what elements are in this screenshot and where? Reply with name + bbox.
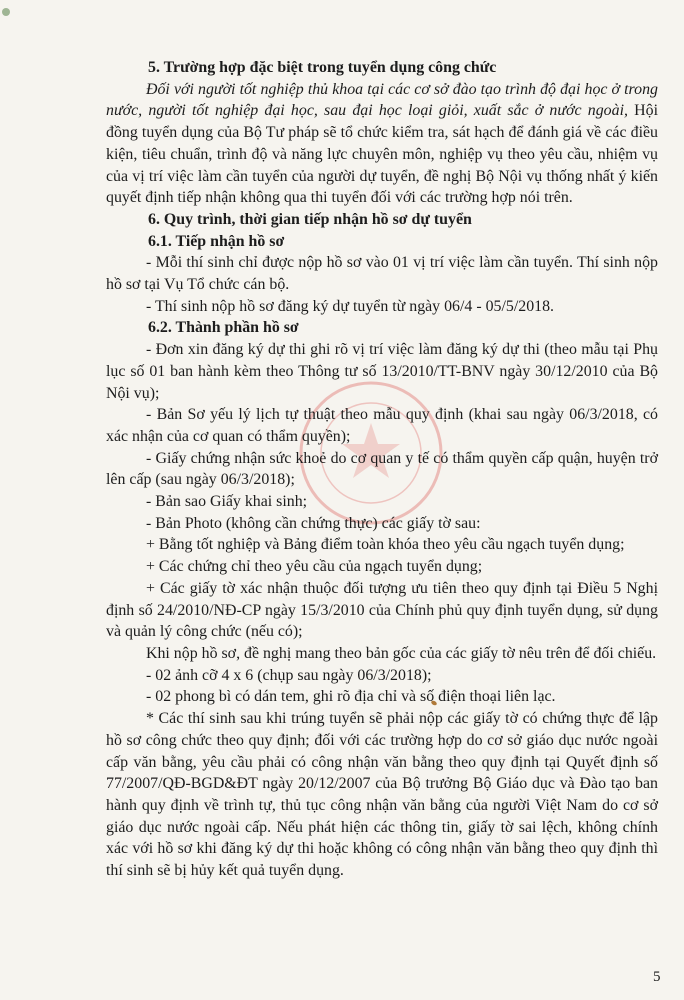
list-item: - Mỗi thí sinh chỉ được nộp hồ sơ vào 01 vị trí việc làm cần tuyển. Thí sinh nộp hồ sơ tại Vụ Tổ chức cán bộ. <box>106 254 658 294</box>
list-item: - Giấy chứng nhận sức khoẻ do cơ quan y tế có thẩm quyền cấp quận, huyện trở lên cấp (sau ngày 06/3/2018); <box>106 449 658 489</box>
list-item: + Các chứng chỉ theo yêu cầu của ngạch tuyển dụng; <box>146 558 483 576</box>
list-item: - Bản Photo (không cần chứng thực) các giấy tờ sau: <box>146 514 481 532</box>
list-item: - Thí sinh nộp hồ sơ đăng ký dự tuyển từ ngày 06/4 - 05/5/2018. <box>146 297 555 315</box>
document-page <box>106 57 658 882</box>
page-number: 5 <box>653 969 661 985</box>
section-5-heading: 5. Trường hợp đặc biệt trong tuyển dụng công chức <box>148 59 497 76</box>
section-6-1-heading: 6.1. Tiếp nhận hồ sơ <box>148 232 285 250</box>
list-item: + Các giấy tờ xác nhận thuộc đối tượng ưu tiên theo quy định tại Điều 5 Nghị định số 24/2010/NĐ-CP ngày 15/3/2010 của Chính phủ quy định tuyển dụng, sử dụng và quản lý công chức (nếu có); <box>106 579 658 641</box>
section-6-2-heading: 6.2. Thành phần hồ sơ <box>148 319 299 337</box>
section-5-italic-lead: Đối với người tốt nghiệp thủ khoa tại các cơ sở đào tạo trình độ đại học ở trong nước, người tốt nghiệp đại học, sau đại học loại giỏi, xuất sắc ở nước ngoài, <box>106 80 658 120</box>
section-5-paragraph <box>106 79 658 209</box>
list-item: Khi nộp hồ sơ, đề nghị mang theo bản gốc của các giấy tờ nêu trên để đối chiếu. <box>146 644 657 662</box>
section-5-body: Hội đồng tuyển dụng của Bộ Tư pháp sẽ tổ chức kiểm tra, sát hạch để đánh giá về các điều kiện, tiêu chuẩn, trình độ và năng lực chuyên môn, nghiệp vụ theo yêu cầu, nhiệm vụ của vị trí việc làm cần tuyển của người dự tuyển, đề nghị Bộ Nội vụ thống nhất ý kiến quyết định tiếp nhận không qua thi tuyển đối với các trường hợp nói trên. <box>106 102 659 207</box>
list-item: - Bản sao Giấy khai sinh; <box>146 493 308 511</box>
list-item: - Đơn xin đăng ký dự thi ghi rõ vị trí việc làm đăng ký dự thi (theo mẫu tại Phụ lục số 01 ban hành kèm theo Thông tư số 13/2010/TT-BNV ngày 30/12/2010 của Bộ Nội vụ); <box>106 341 658 402</box>
list-item: * Các thí sinh sau khi trúng tuyển sẽ phải nộp các giấy tờ có chứng thực để lập hồ sơ công chức theo quy định; đối với các trường hợp do cơ sở giáo dục nước ngoài cấp văn bằng, yêu cầu phải có công nhận văn bằng theo quy định tại Quyết định số 77/2007/QĐ-BGD&ĐT ngày 20/12/2007 của Bộ trưởng Bộ Giáo dục và Đào tạo ban hành quy định về trình tự, thủ tục công nhận văn bằng của người Việt Nam do cơ sở giáo dục nước ngoài cấp. Nếu phát hiện các thông tin, giấy tờ sai lệch, không chính xác với hồ sơ khi đăng ký dự thi hoặc không có công nhận văn bằng theo quy định thì thí sinh sẽ bị hủy kết quả tuyển dụng. <box>106 710 658 880</box>
scan-mark-dot <box>2 8 10 16</box>
list-item: - Bản Sơ yếu lý lịch tự thuật theo mẫu quy định (khai sau ngày 06/3/2018, có xác nhận của cơ quan có thẩm quyền); <box>106 406 658 445</box>
section-6-heading: 6. Quy trình, thời gian tiếp nhận hồ sơ dự tuyển <box>148 210 472 228</box>
list-item: - 02 ảnh cỡ 4 x 6 (chụp sau ngày 06/3/2018); <box>146 666 432 684</box>
list-item: - 02 phong bì có dán tem, ghi rõ địa chỉ và số điện thoại liên lạc. <box>146 688 556 706</box>
list-item: + Bằng tốt nghiệp và Bảng điểm toàn khóa theo yêu cầu ngạch tuyển dụng; <box>146 536 625 554</box>
